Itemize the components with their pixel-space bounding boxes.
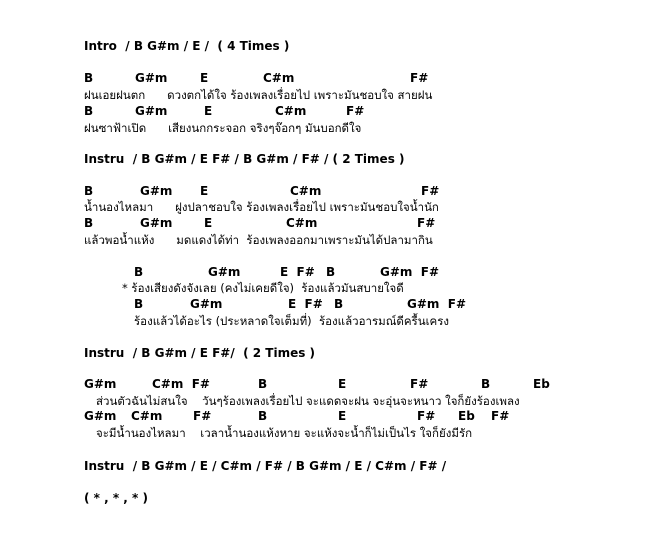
chord: B: [84, 71, 94, 85]
chord: G#m: [135, 71, 168, 85]
chord: E F#: [288, 297, 323, 311]
chord: B: [84, 184, 94, 198]
chord: G#m F#: [407, 297, 467, 311]
lyric-line: ฝนเอยฝนตก ดวงตกได้ใจ ร้องเพลงเรื่อยไป เพราะมันชอบใจ สายฝน: [84, 88, 433, 102]
chord: E: [204, 104, 213, 118]
chord: F#: [193, 409, 212, 423]
lyric-line: แล้วพอน้ำแห้ง มดแดงได้ท่า ร้องเพลงออกมาเพราะมันได้ปลามากิน: [84, 233, 433, 247]
chord: C#m: [263, 71, 295, 85]
chord: G#m: [190, 297, 223, 311]
chord: G#m: [84, 377, 117, 391]
chord: B: [334, 297, 344, 311]
chord: B: [481, 377, 491, 391]
chord: E: [204, 216, 213, 230]
chord: G#m: [84, 409, 117, 423]
chord: E: [338, 377, 347, 391]
chord: G#m F#: [380, 265, 440, 279]
lyric-line: ฝนซาฟ้าเปิด เสียงนกกระจอก จริงๆจ๊อกๆ มันบอกดีใจ: [84, 121, 362, 135]
lyric-line: * ร้องเสียงดังจังเลย (คงไม่เคยดีใจ) ร้องแล้วมันสบายใจดี: [122, 281, 404, 295]
chord: E F#: [280, 265, 315, 279]
chord: F#: [417, 216, 436, 230]
intro-line: Intro / B G#m / E / ( 4 Times ): [84, 39, 290, 53]
lyric-line: จะมีน้ำนองไหลมา เวลาน้ำนองแห้งหาย จะแห้งจะน้ำก็ไม่เป็นไร ใจก็ยังมีรัก: [96, 426, 473, 440]
chord: B: [326, 265, 336, 279]
chord: C#m: [131, 409, 163, 423]
chord: B: [258, 409, 268, 423]
chord: B: [258, 377, 268, 391]
chord: E: [200, 71, 209, 85]
chord: F#: [346, 104, 365, 118]
chord: Eb: [458, 409, 475, 423]
chord: G#m: [208, 265, 241, 279]
chord: F#: [410, 377, 429, 391]
chord: E: [338, 409, 347, 423]
instru-line: Instru / B G#m / E F#/ ( 2 Times ): [84, 346, 316, 360]
chord: B: [134, 297, 144, 311]
chord: F#: [421, 184, 440, 198]
chord: F#: [491, 409, 510, 423]
ending-line: ( * , * , * ): [84, 491, 148, 505]
chord: G#m: [140, 184, 173, 198]
chord: B: [134, 265, 144, 279]
chord: C#m: [275, 104, 307, 118]
chord: E: [200, 184, 209, 198]
chord: C#m: [286, 216, 318, 230]
chord: C#m F#: [152, 377, 210, 391]
lyric-line: น้ำนองไหลมา ฝูงปลาชอบใจ ร้องเพลงเรื่อยไป เพราะมันชอบใจน้ำนัก: [84, 200, 439, 214]
chord: G#m: [135, 104, 168, 118]
instru-line: Instru / B G#m / E / C#m / F# / B G#m / E / C#m / F# /: [84, 459, 447, 473]
chord: F#: [410, 71, 429, 85]
chord: Eb: [533, 377, 550, 391]
lyric-line: ร้องแล้วได้อะไร (ประหลาดใจเต็มที่) ร้องแล้วอารมณ์ดีครื้นเครง: [134, 314, 449, 328]
chord: B: [84, 216, 94, 230]
chord: C#m: [290, 184, 322, 198]
chord: B: [84, 104, 94, 118]
chord: G#m: [140, 216, 173, 230]
instru-line: Instru / B G#m / E F# / B G#m / F# / ( 2 Times ): [84, 152, 405, 166]
lyric-line: ส่วนตัวฉันไม่สนใจ วันๆร้องเพลงเรื่อยไป จะแดดจะฝน จะอุ่นจะหนาว ใจก็ยังร้องเพลง: [96, 394, 520, 408]
chord: F#: [417, 409, 436, 423]
